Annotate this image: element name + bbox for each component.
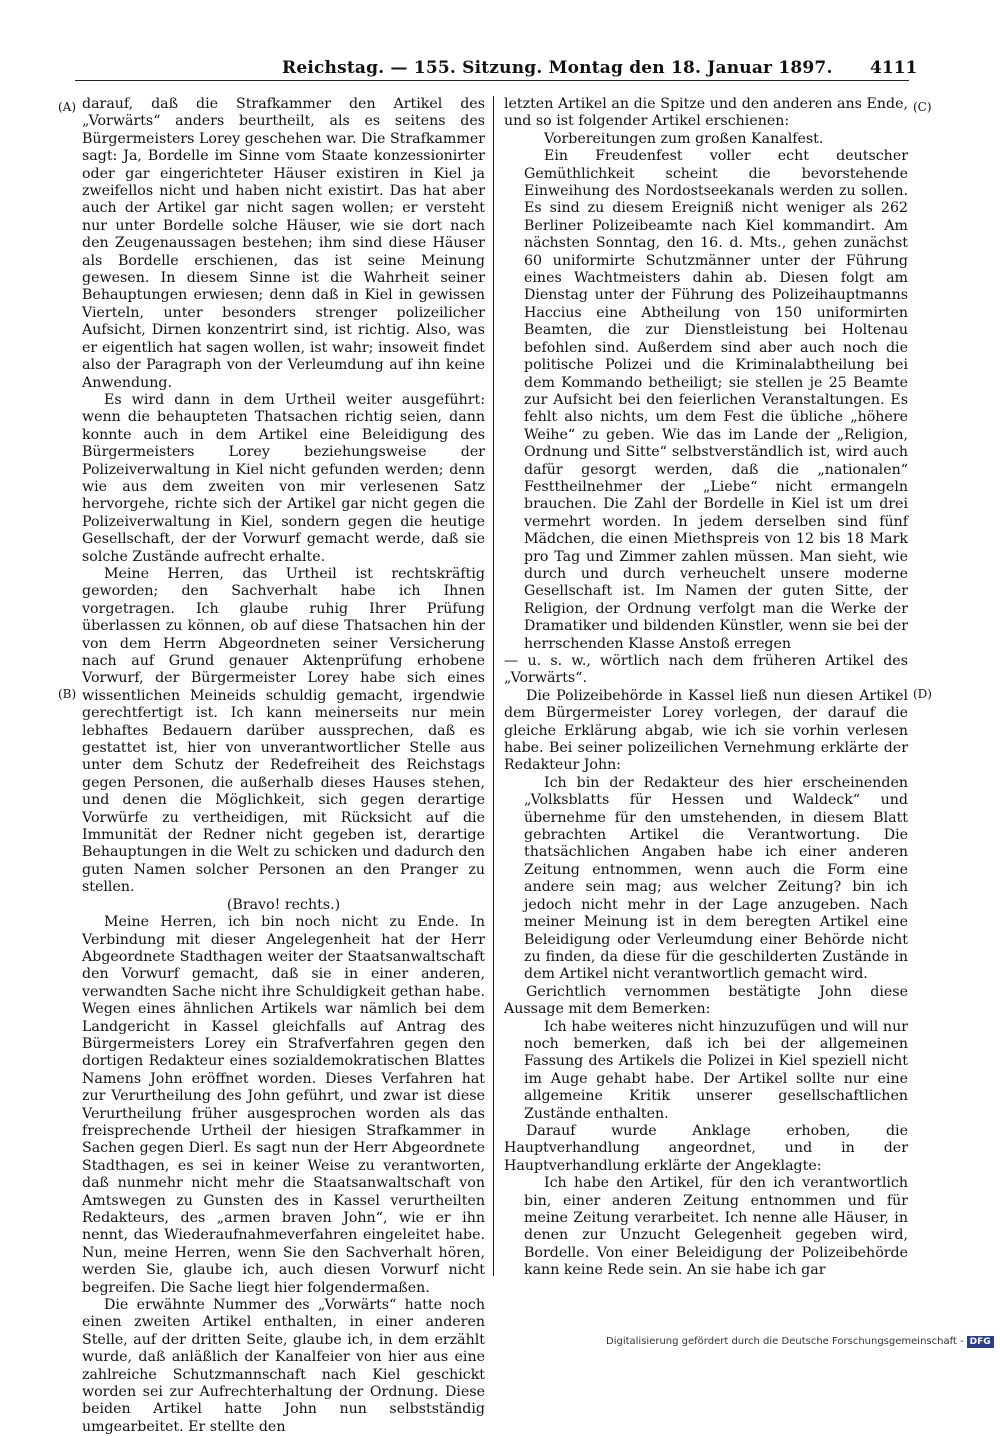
quoted-statement <box>524 1175 908 1279</box>
footer-credit <box>606 1336 994 1348</box>
header-rule <box>75 80 909 81</box>
quoted-article-body: Ein Freudenfest voller echt deutscher Gemüthlichkeit scheint die bevorstehende Einweihung des Nordostseekanals werden zu sollen. Es sind zu diesem Ereigniß nicht weniger als 262 Berliner Polizeibeamte nach Kiel kommandirt. Am nächsten Sonntag, den 16. d. Mts., gehen zunächst 60 uniformirte Schutzmänner unter der Führung eines Wachtmeisters dahin ab. Diesen folgt am Dienstag unter der Führung des Polizeihauptmanns Haccius eine Abtheilung von 150 uniformirten Beamten, die zur Dienstleistung bei Holtenau befohlen sind. Außerdem sind aber auch noch die politische Polizei und die Kriminalabtheilung bei dem Kommando betheiligt; sie stellen je 25 Beamte zur Aufsicht bei den feierlichen Veranstaltungen. Es fehlt also nichts, um dem Fest die übliche „höhere Weihe“ zu geben. Wie das im Lande der „Religion, Ordnung und Sitte“ selbstverständlich ist, wird auch dafür gesorgt werden, daß die „nationalen“ Festtheilnehmer der „Liebe“ nicht ermangeln brauchen. Die Zahl der Bordelle in Kiel ist um drei vermehrt worden. In jedem derselben sind fünf Mädchen, die einen Miethspreis von 12 bis 18 Mark pro Tag und Zimmer zahlen müssen. Man sieht, wie durch und durch verheuchelt unsere moderne Gesellschaft ist. Im Namen der guten Sitte, der Religion, der Ordnung verfolgt man die Werke der Dramatiker und bildenden Künstler, wenn sie bei der herrschenden Klasse Anstoß erregen <box>524 148 908 652</box>
quoted-statement-text: Ich bin der Redakteur des hier erscheinenden „Volksblatts für Hessen und Waldeck“ und übernehme für den umstehenden, in diesem Blatt gebrachten Artikel die Verantwortung. Die thatsächlichen Angaben habe ich einer anderen Zeitung entnommen, wenn auch die Form eine andere sein mag; aus welcher Zeitung? bin ich jedoch nicht mehr in der Lage anzugeben. Nach meiner Meinung ist in dem beregten Artikel eine Beleidigung oder Verleumdung einer Behörde nicht zu finden, da diese für die geschilderten Zustände in dem Artikel nicht verantwortlich gemacht wird. <box>524 774 908 983</box>
quoted-statement-text: Ich habe weiteres nicht hinzuzufügen und will nur noch bemerken, daß ich bei der allgemeinen Fassung des Artikels die Polizei in Kiel speziell nicht im Auge gehabt habe. Der Artikel sollte nur eine allgemeine Kritik unserer gesellschaftlichen Zustände enthalten. <box>524 1018 908 1122</box>
paragraph: Die Polizeibehörde in Kassel ließ nun diesen Artikel dem Bürgermeister Lorey vorlegen, der darauf die gleiche Erklärung abgab, wie ich sie vorhin verlesen habe. Bei seiner polizeilichen Vernehmung erklärte der Redakteur John: <box>504 687 908 774</box>
page-title: Reichstag. — 155. Sitzung. Montag den 18. Januar 1897. <box>282 58 833 78</box>
quoted-statement <box>524 775 908 984</box>
quoted-article <box>524 131 908 653</box>
left-column <box>82 96 485 1436</box>
paragraph: Es wird dann in dem Urtheil weiter ausgeführt: wenn die behaupteten Thatsachen richtig seien, dann konnte auch in dem Artikel eine Beleidigung des Bürgermeisters Lorey beziehungsweise der Polizeiverwaltung in Kiel nicht gefunden werden; denn wie aus dem zweiten von mir verlesenen Satz hervorgehe, richte sich der Artikel gar nicht gegen die Polizeiverwaltung in Kiel, sondern gegen die heutige Gesellschaft, der der Vorwurf gemacht werde, daß sie solche Zustände aufrecht erhalte. <box>82 391 485 565</box>
page-number: 4111 <box>870 58 918 78</box>
page-header <box>0 58 1000 80</box>
paragraph: Meine Herren, das Urtheil ist rechtskräftig geworden; den Sachverhalt habe ich Ihnen vorgetragen. Ich glaube ruhig Ihrer Prüfung überlassen zu können, ob auf diese Thatsachen hin der von dem Herrn Abgeordneten seiner Versicherung nach auf Grund genauer Aktenprüfung erhobene Vorwurf, der Bürgermeister Lorey habe sich eines wissentlichen Meineids schuldig gemacht, irgendwie gerechtfertigt ist. Ich kann meinerseits nur mein lebhaftes Bedauern darüber aussprechen, daß es gestattet ist, hier von unverantwortlicher Stelle aus unter dem Schutz der Redefreiheit des Reichstags gegen Personen, die außerhalb dieses Hauses stehen, und denen die Möglichkeit, sich gegen derartige Vorwürfe zu vertheidigen, mit Rücksicht auf die Immunität der Redner nicht gegeben ist, derartige Behauptungen in die Welt zu schicken und dadurch den guten Namen solcher Personen an den Pranger zu stellen. <box>82 565 485 896</box>
paragraph: — u. s. w., wörtlich nach dem früheren Artikel des „Vorwärts“. <box>504 653 908 687</box>
paragraph: Gerichtlich vernommen bestätigte John diese Aussage mit dem Bemerken: <box>504 983 908 1018</box>
paragraph: Meine Herren, ich bin noch nicht zu Ende. In Verbindung mit dieser Angelegenheit hat der Herr Abgeordnete Stadthagen weiter der Staatsanwaltschaft den Vorwurf gemacht, daß sie in einer anderen, verwandten Sache nicht ihre Schuldigkeit gethan habe. Wegen eines ähnlichen Artikels war nämlich bei dem Landgericht in Kassel gleichfalls auf Antrag des Bürgermeisters Lorey ein Strafverfahren gegen den dortigen Redakteur eines sozialdemokratischen Blattes Namens John eröffnet worden. Dieses Verfahren hat zur Verurtheilung des John geführt, und zwar ist diese Verurtheilung früher ausgesprochen worden als das freisprechende Urtheil der hiesigen Strafkammer in Sachen gegen Dierl. Es sagt nun der Herr Abgeordnete Stadthagen, es sei in keiner Weise zu verantworten, daß nunmehr nicht mehr die Staatsanwaltschaft von Amtswegen zu Gunsten des in Kassel verurtheilten Redakteurs, des „armen braven John“, wie er ihn nennt, das Wiederaufnahmeverfahren eingeleitet habe. Nun, meine Herren, wenn Sie den Sachverhalt hören, werden Sie, glaube ich, auch diesen Vorwurf nicht begreifen. Die Sache liegt hier folgendermaßen. <box>82 914 485 1296</box>
margin-marker-c: (C) <box>913 100 932 114</box>
paragraph: letzten Artikel an die Spitze und den anderen ans Ende, und so ist folgender Artikel erschienen: <box>504 96 908 130</box>
margin-marker-a: (A) <box>58 100 77 114</box>
column-divider <box>493 96 494 1276</box>
quoted-article-title: Vorbereitungen zum großen Kanalfest. <box>544 130 824 147</box>
paragraph: darauf, daß die Strafkammer den Artikel des „Vorwärts“ anders beurtheilt, als es seitens des Bürgermeisters Lorey geschehen war. Die Strafkammer sagt: Ja, Bordelle im Sinne vom Staate konzessionirter oder gar eingerichteter Häuser existiren in Kiel ja zweifellos nicht und haben nicht existirt. Das hat aber auch der Artikel gar nicht sagen wollen; er versteht nur unter Bordelle solche Häuser, wie sie dort nach den Zeugenaussagen bestehen; ihm sind diese Häuser als Bordelle erschienen, das ist seine Meinung gewesen. In diesem Sinne ist die Wahrheit seiner Behauptungen erwiesen; denn daß in Kiel in gewissen Vierteln, unter besonders strenger polizeilicher Aufsicht, Dirnen konzentrirt sind, ist richtig. Also, was er eigentlich hat sagen wollen, ist wahr; insoweit findet also der Paragraph von der Verleumdung auf ihn keine Anwendung. <box>82 96 485 391</box>
quoted-statement-text: Ich habe den Artikel, für den ich verantwortlich bin, einer anderen Zeitung entnommen und für meine Zeitung verarbeitet. Ich nenne alle Häuser, in denen zur Unzucht Gelegenheit gegeben wird, Bordelle. Von einer Beleidigung der Polizeibehörde kann keine Rede sein. An sie habe ich gar <box>524 1175 908 1279</box>
paragraph: Die erwähnte Nummer des „Vorwärts“ hatte noch einen zweiten Artikel enthalten, in einer anderen Stelle, auf der dritten Seite, glaube ich, in dem erzählt wurde, daß anläßlich der Kanalfeier von hier aus eine zahlreiche Schutzmannschaft nach Kiel geschickt worden sei zur Aufrechterhaltung der Ordnung. Diese beiden Artikel hatte John nun selbstständig umgearbeitet. Er stellte den <box>82 1297 485 1435</box>
margin-marker-b: (B) <box>58 687 77 701</box>
margin-marker-d: (D) <box>913 687 932 701</box>
right-column <box>504 96 908 1280</box>
quoted-statement <box>524 1019 908 1123</box>
footer-text: Digitalisierung gefördert durch die Deutsche Forschungsgemeinschaft - <box>606 1336 964 1347</box>
dfg-logo: DFG <box>967 1336 994 1348</box>
paragraph: Darauf wurde Anklage erhoben, die Hauptverhandlung angeordnet, und in der Hauptverhandlung erklärte der Angeklagte: <box>504 1122 908 1174</box>
applause-note: (Bravo! rechts.) <box>226 896 341 913</box>
